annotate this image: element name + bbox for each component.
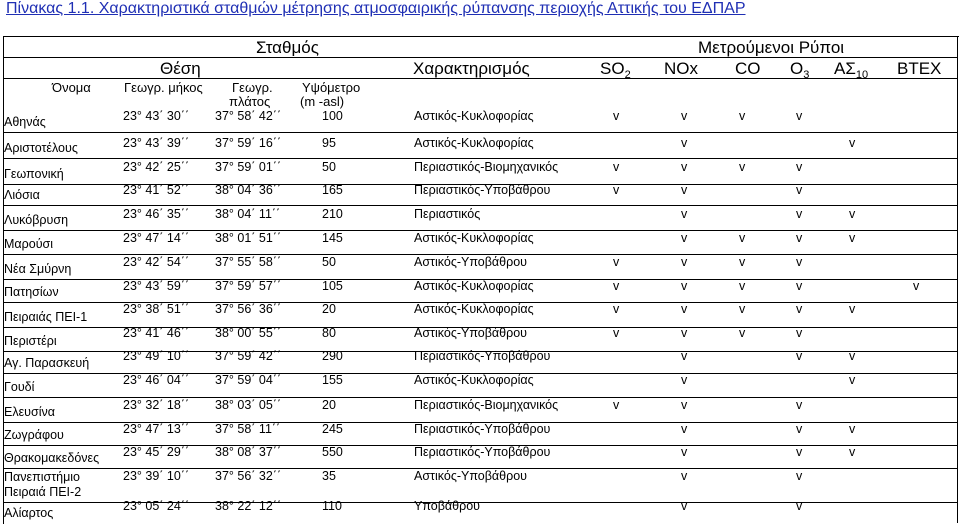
station-characterization: Αστικός-Κυκλοφορίας xyxy=(414,279,534,293)
station-name: Λιόσια xyxy=(4,188,40,202)
measure-nox: v xyxy=(681,183,688,197)
header-altitude-1: Υψόμετρο xyxy=(302,80,361,95)
header-o3: $O_3$ xyxy=(790,59,810,81)
measure-as10: v xyxy=(849,231,856,245)
station-longitude: 23° 05΄ 24΄΄ xyxy=(123,499,190,513)
station-latitude: 37° 59΄ 01΄΄ xyxy=(215,160,282,174)
measure-co: v xyxy=(739,255,746,269)
station-characterization: Αστικός-Κυκλοφορίας xyxy=(414,302,534,316)
measure-so2: v xyxy=(613,255,620,269)
station-altitude: 165 xyxy=(322,183,343,197)
header-so2: $SO_2$ xyxy=(600,59,631,81)
station-latitude: 37° 59΄ 57΄΄ xyxy=(215,279,282,293)
header-co: CO xyxy=(735,59,761,78)
measure-so2: v xyxy=(613,302,620,316)
measure-nox: v xyxy=(681,373,688,387)
measure-o3: v xyxy=(796,422,803,436)
station-characterization: Αστικός-Υποβάθρου xyxy=(414,326,528,340)
measure-so2: v xyxy=(613,398,620,412)
station-altitude: 210 xyxy=(322,207,343,221)
station-characterization: Περιαστικός-Βιομηχανικός xyxy=(414,398,559,412)
station-longitude: 23° 32΄ 18΄΄ xyxy=(123,398,190,412)
header-latitude-2: πλάτος xyxy=(229,94,271,109)
header-pollutants: Μετρούμενοι Ρύποι xyxy=(698,38,845,57)
header-stations: Σταθμός xyxy=(256,38,319,57)
measure-nox: v xyxy=(681,160,688,174)
station-longitude: 23° 41΄ 46΄΄ xyxy=(123,326,190,340)
station-longitude: 23° 43΄ 59΄΄ xyxy=(123,279,190,293)
station-latitude: 38° 01΄ 51΄΄ xyxy=(215,231,282,245)
station-latitude: 37° 58΄ 42΄΄ xyxy=(215,109,282,123)
station-latitude: 38° 04΄ 36΄΄ xyxy=(215,183,282,197)
header-as10: $A\Sigma_{10}$ xyxy=(834,59,869,81)
measure-nox: v xyxy=(681,255,688,269)
station-altitude: 110 xyxy=(322,499,342,513)
station-latitude: 38° 08΄ 37΄΄ xyxy=(215,445,282,459)
station-name: Πειραιά ΠΕΙ-2 xyxy=(4,485,82,499)
measure-nox: v xyxy=(681,231,688,245)
station-latitude: 38° 00΄ 55΄΄ xyxy=(215,326,282,340)
station-name: Γεωπονική xyxy=(4,167,64,181)
header-btex: BTEX xyxy=(897,59,942,78)
station-name: Μαρούσι xyxy=(4,237,54,251)
station-name: Γουδί xyxy=(4,380,35,394)
header-latitude-1: Γεωγρ. xyxy=(232,80,273,95)
measure-o3: v xyxy=(796,109,803,123)
measure-nox: v xyxy=(681,326,688,340)
station-characterization: Αστικός-Κυκλοφορίας xyxy=(414,109,534,123)
station-characterization: Περιαστικός-Υποβάθρου xyxy=(414,183,551,197)
station-altitude: 20 xyxy=(322,302,336,316)
measure-o3: v xyxy=(796,499,803,513)
header-altitude-2: (m -asl) xyxy=(300,94,345,109)
measure-as10: v xyxy=(849,445,856,459)
measure-nox: v xyxy=(681,207,688,221)
station-longitude: 23° 46΄ 04΄΄ xyxy=(123,373,190,387)
station-characterization: Αστικός-Υποβάθρου xyxy=(414,255,528,269)
station-name: Αθηνάς xyxy=(4,115,46,129)
measure-o3: v xyxy=(796,183,803,197)
station-name: Ζωγράφου xyxy=(4,428,64,442)
measure-o3: v xyxy=(796,445,803,459)
measure-o3: v xyxy=(796,231,803,245)
station-altitude: 50 xyxy=(322,255,336,269)
measure-nox: v xyxy=(681,422,688,436)
measure-o3: v xyxy=(796,207,803,221)
station-longitude: 23° 45΄ 29΄΄ xyxy=(123,445,190,459)
station-name: Αγ. Παρασκευή xyxy=(4,356,90,370)
station-characterization: Περιαστικός-Υποβάθρου xyxy=(414,422,551,436)
row-divider xyxy=(3,132,958,133)
measure-nox: v xyxy=(681,109,688,123)
measure-o3: v xyxy=(796,302,803,316)
station-longitude: 23° 42΄ 54΄΄ xyxy=(123,255,190,269)
station-longitude: 23° 39΄ 10΄΄ xyxy=(123,469,190,483)
station-altitude: 105 xyxy=(322,279,343,293)
measure-as10: v xyxy=(849,422,856,436)
measure-co: v xyxy=(739,302,746,316)
station-altitude: 20 xyxy=(322,398,336,412)
measure-o3: v xyxy=(796,326,803,340)
station-longitude: 23° 42΄ 25΄΄ xyxy=(123,160,190,174)
station-name: Αριστοτέλους xyxy=(4,141,78,155)
measure-co: v xyxy=(739,160,746,174)
station-name: Θρακομακεδόνες xyxy=(4,451,100,465)
header-rule-2 xyxy=(3,78,958,79)
station-name: Νέα Σμύρνη xyxy=(4,262,72,276)
measure-so2: v xyxy=(613,279,620,293)
measure-co: v xyxy=(739,231,746,245)
station-longitude: 23° 49΄ 10΄΄ xyxy=(123,349,190,363)
measure-o3: v xyxy=(796,469,803,483)
station-name: Πειραιάς ΠΕΙ-1 xyxy=(4,310,88,324)
measure-so2: v xyxy=(613,183,620,197)
station-name: Πατησίων xyxy=(4,285,59,299)
station-latitude: 37° 55΄ 58΄΄ xyxy=(215,255,282,269)
measure-so2: v xyxy=(613,109,620,123)
header-longitude: Γεωγρ. μήκος xyxy=(124,80,203,95)
header-rule-1 xyxy=(3,57,958,58)
station-altitude: 245 xyxy=(322,422,343,436)
station-characterization: Περιαστικός xyxy=(414,207,481,221)
table-caption: Πίνακας 1.1. Χαρακτηριστικά σταθμών μέτρησης ατμοσφαιρικής ρύπανσης περιοχής Αττικής του ΕΔΠΑΡ xyxy=(6,0,746,17)
measure-as10: v xyxy=(849,207,856,221)
station-characterization: Περιαστικός-Βιομηχανικός xyxy=(414,160,559,174)
measure-so2: v xyxy=(613,326,620,340)
station-altitude: 80 xyxy=(322,326,336,340)
station-longitude: 23° 43΄ 39΄΄ xyxy=(123,136,190,150)
station-characterization: Αστικός-Κυκλοφορίας xyxy=(414,136,534,150)
station-characterization: Αστικός-Κυκλοφορίας xyxy=(414,231,534,245)
station-characterization: Περιαστικός-Υποβάθρου xyxy=(414,445,551,459)
measure-btex: v xyxy=(913,279,920,293)
measure-o3: v xyxy=(796,160,803,174)
station-latitude: 38° 22΄ 12΄΄ xyxy=(215,499,282,513)
station-altitude: 50 xyxy=(322,160,336,174)
header-position: Θέση xyxy=(160,59,201,78)
measure-co: v xyxy=(739,279,746,293)
measure-co: v xyxy=(739,109,746,123)
header-name: Όνομα xyxy=(52,80,91,95)
measure-as10: v xyxy=(849,302,856,316)
station-characterization: Αστικός-Κυκλοφορίας xyxy=(414,373,534,387)
header-characterization: Χαρακτηρισμός xyxy=(413,59,530,78)
station-altitude: 35 xyxy=(322,469,336,483)
station-name: Περιστέρι xyxy=(4,334,57,348)
measure-co: v xyxy=(739,326,746,340)
station-latitude: 38° 03΄ 05΄΄ xyxy=(215,398,282,412)
station-name: Αλίαρτος xyxy=(4,506,54,520)
header-nox: NOx xyxy=(664,59,698,78)
measure-nox: v xyxy=(681,469,688,483)
station-longitude: 23° 38΄ 51΄΄ xyxy=(123,302,190,316)
station-longitude: 23° 47΄ 14΄΄ xyxy=(123,231,190,245)
measure-as10: v xyxy=(849,136,856,150)
station-altitude: 290 xyxy=(322,349,343,363)
measure-as10: v xyxy=(849,373,856,387)
measure-nox: v xyxy=(681,279,688,293)
measure-nox: v xyxy=(681,445,688,459)
measure-as10: v xyxy=(849,349,856,363)
station-latitude: 37° 59΄ 16΄΄ xyxy=(215,136,282,150)
station-characterization: Περιαστικός-Υποβάθρου xyxy=(414,349,551,363)
station-latitude: 37° 58΄ 11΄΄ xyxy=(215,422,281,436)
measure-nox: v xyxy=(681,136,688,150)
station-name: Πανεπιστήμιο xyxy=(4,470,81,484)
measure-o3: v xyxy=(796,398,803,412)
measure-nox: v xyxy=(681,499,688,513)
station-latitude: 37° 56΄ 36΄΄ xyxy=(215,302,282,316)
row-divider xyxy=(3,205,958,206)
measure-so2: v xyxy=(613,160,620,174)
row-divider xyxy=(3,158,958,159)
station-altitude: 550 xyxy=(322,445,343,459)
station-longitude: 23° 47΄ 13΄΄ xyxy=(123,422,190,436)
station-longitude: 23° 43΄ 30΄΄ xyxy=(123,109,190,123)
station-altitude: 100 xyxy=(322,109,343,123)
station-latitude: 38° 04΄ 11΄΄ xyxy=(215,207,281,221)
station-name: Λυκόβρυση xyxy=(4,213,69,227)
station-altitude: 95 xyxy=(322,136,336,150)
measure-nox: v xyxy=(681,398,688,412)
station-longitude: 23° 46΄ 35΄΄ xyxy=(123,207,190,221)
station-altitude: 155 xyxy=(322,373,343,387)
station-latitude: 37° 59΄ 42΄΄ xyxy=(215,349,282,363)
station-longitude: 23° 41΄ 52΄΄ xyxy=(123,183,190,197)
measure-nox: v xyxy=(681,302,688,316)
measure-o3: v xyxy=(796,279,803,293)
station-name: Ελευσίνα xyxy=(4,405,55,419)
station-characterization: Υποβάθρου xyxy=(414,499,481,513)
measure-o3: v xyxy=(796,349,803,363)
station-latitude: 37° 56΄ 32΄΄ xyxy=(215,469,282,483)
measure-o3: v xyxy=(796,255,803,269)
measure-nox: v xyxy=(681,349,688,363)
station-latitude: 37° 59΄ 04΄΄ xyxy=(215,373,282,387)
station-altitude: 145 xyxy=(322,231,343,245)
station-characterization: Αστικός-Υποβάθρου xyxy=(414,469,528,483)
